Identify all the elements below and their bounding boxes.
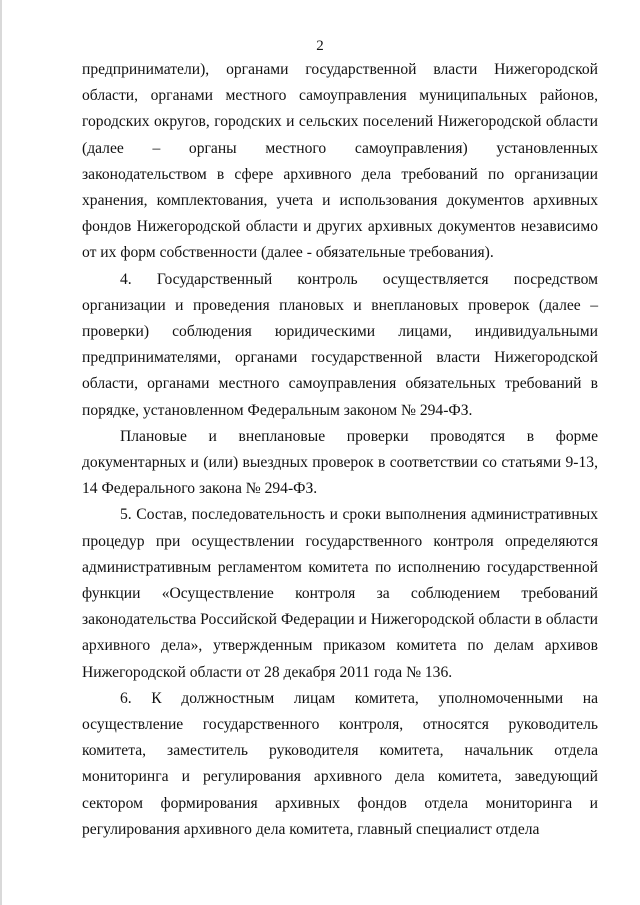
paragraph-inspections-form: Плановые и внеплановые проверки проводятся в форме документарных и (или) выездных проверок в соответствии со статьями 9-13, 14 Федерального закона № 294-ФЗ. — [82, 427, 598, 498]
paragraph-item-6: 6. К должностным лицам комитета, уполномоченными на осуществление государственного контроля, относятся руководитель комитета, заместитель руководителя комитета, начальник отдела мониторинга и регулирования архивного дела комитета, заведующий сектором формирования архивных фондов отдела мониторинга и регулирования архивного дела комитета, главный специалист отдела — [82, 689, 598, 838]
document-body — [82, 57, 598, 843]
page-left-edge — [0, 0, 2, 905]
page-number: 2 — [316, 38, 324, 54]
paragraph-item-5: 5. Состав, последовательность и сроки выполнения административных процедур при осуществлении государственного контроля определяются административным регламентом комитета по исполнению государственной функции «Осуществление контроля за соблюдением требований законодательства Российской Федерации и Нижегородской области в области архивного дела», утвержденным приказом комитета по делам архивов Нижегородской области от 28 декабря 2011 года № 136. — [82, 506, 598, 681]
paragraph-continuation: предприниматели), органами государственной власти Нижегородской области, органами местного самоуправления муниципальных районов, городских округов, городских и сельских поселений Нижегородской области (далее – органы местного самоуправления) установленных законодательством в сфере архивного дела требований по организации хранения, комплектования, учета и использования документов архивных фондов Нижегородской области и других архивных документов независимо от их форм собственности (далее - обязательные требования). — [82, 61, 598, 262]
paragraph-item-4: 4. Государственный контроль осуществляется посредством организации и проведения плановых и внеплановых проверок (далее – проверки) соблюдения юридическими лицами, индивидуальными предпринимателями, органами государственной власти Нижегородской области, органами местного самоуправления обязательных требований в порядке, установленном Федеральным законом № 294-ФЗ. — [82, 270, 598, 419]
